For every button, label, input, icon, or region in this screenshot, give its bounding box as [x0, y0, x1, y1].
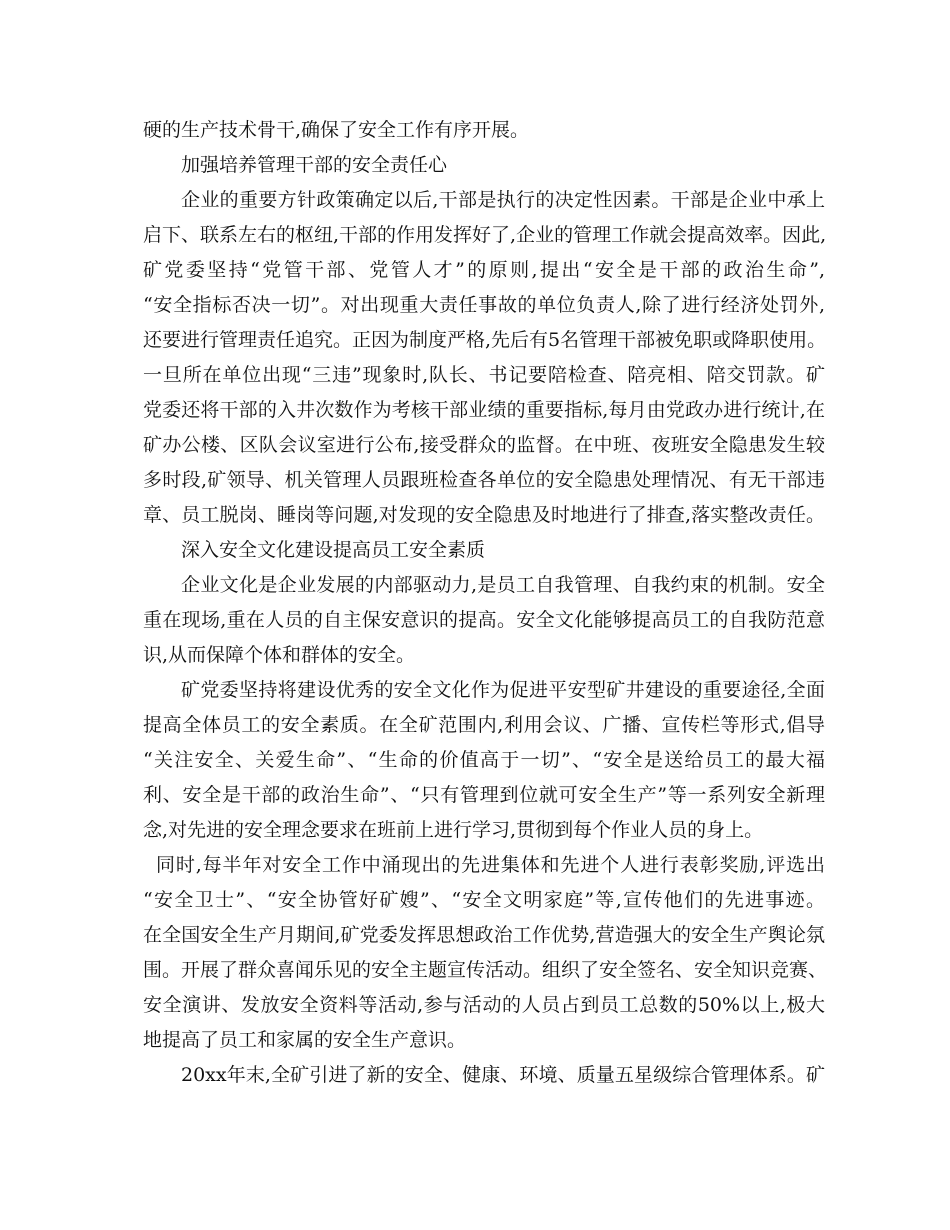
- text-line: “关注安全、关爱生命”、“生命的价值高于一切”、“安全是送给员工的最大福: [143, 749, 825, 771]
- text-line: 矿办公楼、区队会议室进行公布,接受群众的监督。在中班、夜班安全隐患发生较: [143, 434, 825, 456]
- text-line: 企业的重要方针政策确定以后,干部是执行的决定性因素。干部是企业中承上: [181, 189, 825, 211]
- text-line: 党委还将干部的入井次数作为考核干部业绩的重要指标,每月由党政办进行统计,在: [143, 399, 825, 421]
- text-line: 硬的生产技术骨干,确保了安全工作有序开展。: [143, 119, 530, 141]
- text-line: 识,从而保障个体和群体的安全。: [143, 644, 416, 666]
- text-line: 矿党委坚持将建设优秀的安全文化作为促进平安型矿井建设的重要途径,全面: [181, 679, 825, 701]
- text-line: 章、员工脱岗、睡岗等问题,对发现的安全隐患及时地进行了排查,落实整改责任。: [143, 504, 825, 526]
- text-line: 提高全体员工的安全素质。在全矿范围内,利用会议、广播、宣传栏等形式,倡导: [143, 714, 825, 736]
- text-line: 同时,每半年对安全工作中涌现出的先进集体和先进个人进行表彰奖励,评选出: [156, 854, 825, 876]
- text-line: 围。开展了群众喜闻乐见的安全主题宣传活动。组织了安全签名、安全知识竞赛、: [143, 959, 828, 981]
- text-line: 地提高了员工和家属的安全生产意识。: [143, 1029, 467, 1051]
- text-line: 启下、联系左右的枢纽,干部的作用发挥好了,企业的管理工作就会提高效率。因此,: [143, 224, 827, 246]
- text-line: “安全卫士”、“安全协管好矿嫂”、“安全文明家庭”等,宣传他们的先进事迹。: [143, 889, 825, 911]
- text-line: 利、安全是干部的政治生命”、“只有管理到位就可安全生产”等一系列安全新理: [143, 784, 825, 806]
- section-heading: 加强培养管理干部的安全责任心: [181, 154, 448, 176]
- text-line: 在全国安全生产月期间,矿党委发挥思想政治工作优势,营造强大的安全生产舆论氛: [143, 924, 825, 946]
- text-line: 念,对先进的安全理念要求在班前上进行学习,贯彻到每个作业人员的身上。: [143, 819, 764, 841]
- text-line: “安全指标否决一切”。对出现重大责任事故的单位负责人,除了进行经济处罚外,: [143, 294, 825, 316]
- section-heading: 深入安全文化建设提高员工安全素质: [181, 539, 486, 561]
- text-line: 还要进行管理责任追究。正因为制度严格,先后有5名管理干部被免职或降职使用。: [143, 329, 827, 351]
- text-line: 20xx年末,全矿引进了新的安全、健康、环境、质量五星级综合管理体系。矿: [181, 1064, 825, 1086]
- text-line: 企业文化是企业发展的内部驱动力,是员工自我管理、自我约束的机制。安全: [181, 574, 825, 596]
- text-line: 一旦所在单位出现“三违”现象时,队长、书记要陪检查、陪亮相、陪交罚款。矿: [143, 364, 825, 386]
- document-body: [143, 113, 828, 1093]
- text-line: 安全演讲、发放安全资料等活动,参与活动的人员占到员工总数的50%以上,极大: [143, 994, 825, 1016]
- text-line: 矿党委坚持“党管干部、党管人才”的原则,提出“安全是干部的政治生命”,: [143, 259, 825, 281]
- text-line: 重在现场,重在人员的自主保安意识的提高。安全文化能够提高员工的自我防范意: [143, 609, 825, 631]
- text-line: 多时段,矿领导、机关管理人员跟班检查各单位的安全隐患处理情况、有无干部违: [143, 469, 825, 491]
